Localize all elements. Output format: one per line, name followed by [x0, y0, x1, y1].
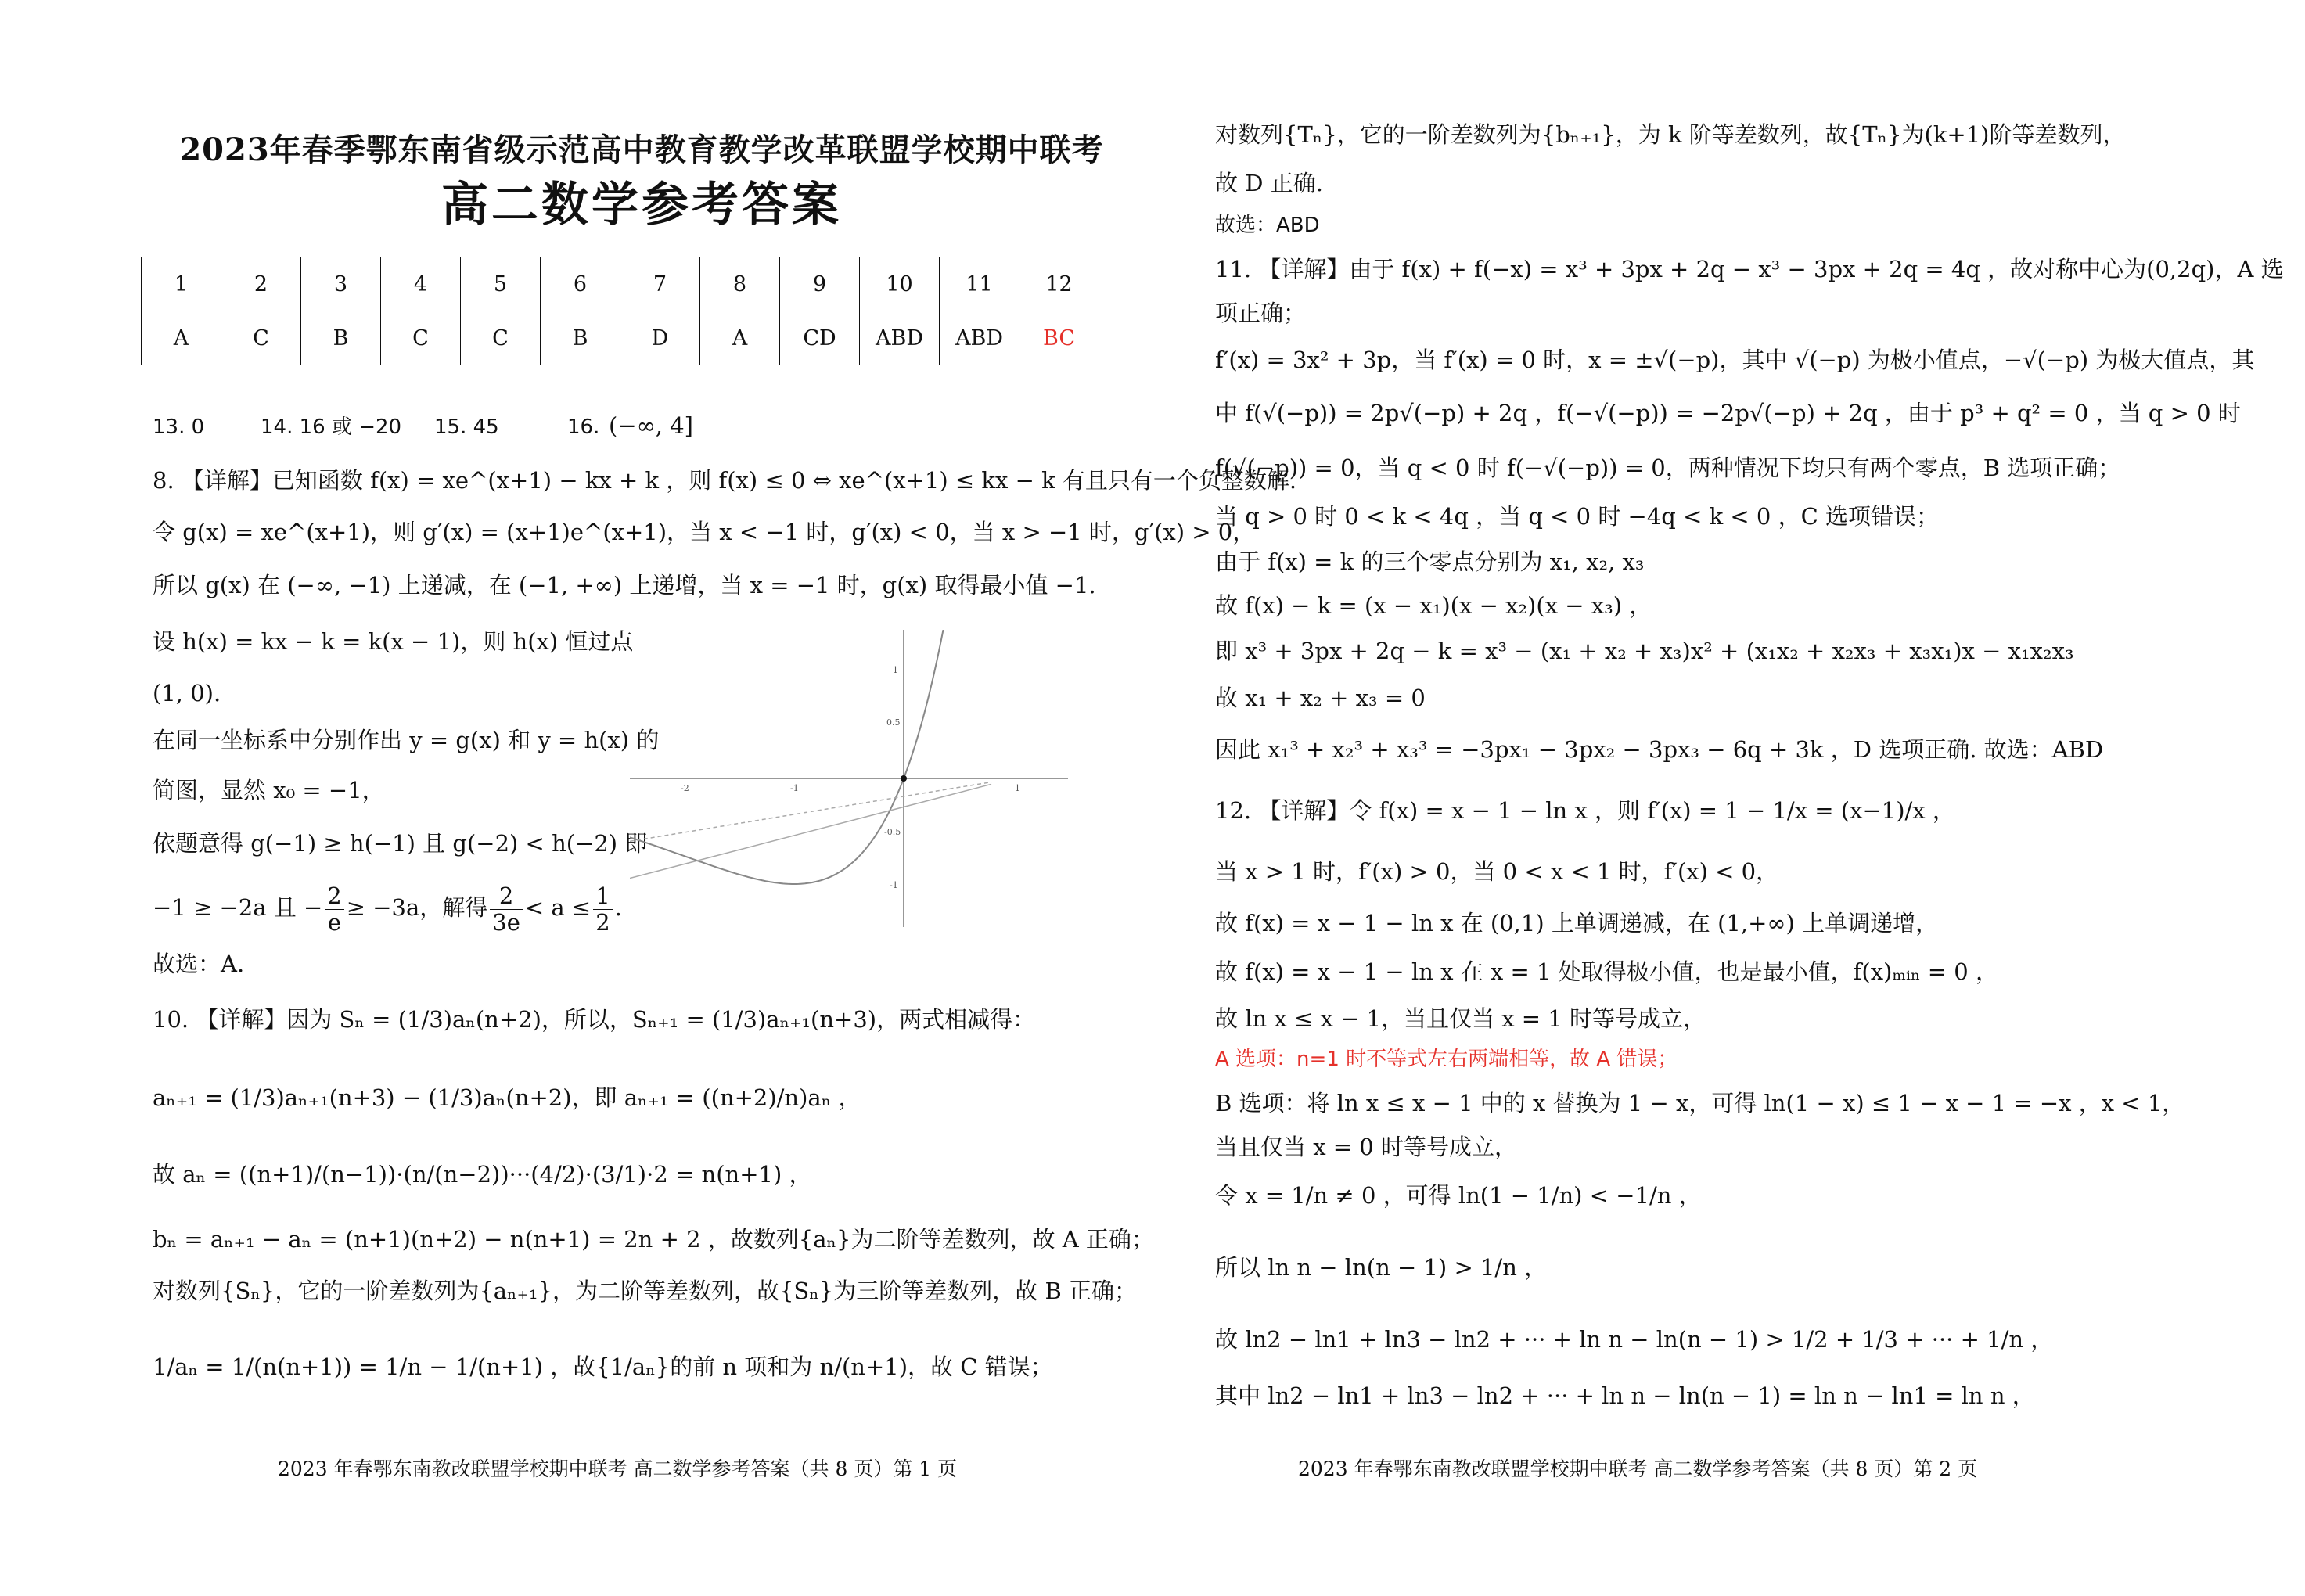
q16-answer: (−∞, 4]	[609, 412, 693, 439]
q12-line-11: 故 ln2 − ln1 + ln3 − ln2 + ··· + ln n − ln(n − 1) > 1/2 + 1/3 + ··· + 1/n ，	[1215, 1326, 2054, 1353]
q8-line-9: −1 ≥ −2a 且 − $\frac{2}{e}$ ≥ −3a，解得 $\frac{2}{3e}$ < a ≤ $\frac{1}{2}$ .	[153, 882, 622, 936]
x-tick-labels	[681, 783, 1020, 793]
q11-line-10: 故 x₁ + x₂ + x₃ = 0	[1215, 685, 1426, 711]
q11-line-6: 当 q > 0 时 0 < k < 4q ，当 q < 0 时 −4q < k < 0 ，C 选项错误；	[1215, 503, 1939, 530]
table-cell: A	[142, 311, 221, 365]
y-tick-label: -0.5	[884, 827, 901, 837]
q11-line-8: 故 f(x) − k = (x − x₁)(x − x₂)(x − x₃) ，	[1215, 592, 1652, 619]
q13-answer: 13. 0	[153, 415, 205, 439]
q11-line-2: 项正确；	[1215, 300, 1307, 326]
q8-line-9-part-1: −1 ≥ −2a 且 −	[153, 894, 323, 921]
table-cell: 1	[142, 257, 221, 311]
q10-line-4: bₙ = aₙ₊₁ − aₙ = (n+1)(n+2) − n(n+1) = 2n + 2 ，故数列{aₙ}为二阶等差数列，故 A 正确；	[153, 1226, 1154, 1253]
p2-line-3: 故选：ABD	[1215, 214, 1320, 237]
x-tick-label: -2	[681, 783, 689, 793]
answer-table	[141, 257, 1099, 365]
table-cell: 4	[381, 257, 461, 311]
q8-line-5: (1, 0).	[153, 680, 221, 706]
table-cell: 3	[301, 257, 381, 311]
q8-line-2: 令 g(x) = xe^(x+1)，则 g′(x) = (x+1)e^(x+1)，当 x < −1 时，g′(x) < 0，当 x > −1 时，g′(x) > 0，	[153, 519, 1256, 545]
table-cell: 9	[780, 257, 860, 311]
q8-line-9-part-3: < a ≤	[524, 894, 592, 921]
y-tick-label: 0.5	[886, 717, 901, 728]
q10-line-3: 故 aₙ = ((n+1)/(n−1))·(n/(n−2))···(4/2)·(3/1)·2 = n(n+1) ，	[153, 1161, 812, 1188]
q12-line-7: B 选项：将 ln x ≤ x − 1 中的 x 替换为 1 − x，可得 ln(1 − x) ≤ 1 − x − 1 = −x ，x < 1，	[1215, 1090, 2185, 1116]
answer-key-title: 高二数学参考答案	[441, 178, 842, 232]
table-cell: D	[620, 311, 700, 365]
q11-line-7: 由于 f(x) = k 的三个零点分别为 x₁, x₂, x₃	[1215, 548, 1645, 575]
table-cell: C	[221, 311, 301, 365]
exam-title: 2023年春季鄂东南省级示范高中教育教学改革联盟学校期中联考	[179, 131, 1104, 168]
q11-line-1: 11. 【详解】由于 f(x) + f(−x) = x³ + 3px + 2q − x³ − 3px + 2q = 4q ，故对称中心为(0,2q)，A 选	[1215, 256, 2284, 282]
q12-line-2: 当 x > 1 时，f′(x) > 0，当 0 < x < 1 时，f′(x) < 0，	[1215, 858, 1779, 885]
q11-line-4: 中 f(√(−p)) = 2p√(−p) + 2q ，f(−√(−p)) = −2p√(−p) + 2q ，由于 p³ + q² = 0 ，当 q > 0 时	[1215, 400, 2241, 426]
table-cell: 6	[541, 257, 620, 311]
y-tick-label: -1	[890, 880, 898, 890]
q12-line-8: 当且仅当 x = 0 时等号成立，	[1215, 1134, 1517, 1160]
q12-line-1: 12. 【详解】令 f(x) = x − 1 − ln x ，则 f′(x) = 1 − 1/x = (x−1)/x ，	[1215, 797, 1955, 824]
q8-line-9-part-2: ≥ −3a，解得	[346, 894, 488, 921]
function-graph	[630, 630, 1068, 927]
table-cell: A	[700, 311, 780, 365]
q8-conclusion: 故选：A.	[153, 951, 245, 977]
q11-line-11: 因此 x₁³ + x₂³ + x₃³ = −3px₁ − 3px₂ − 3px₃ − 6q + 3k ，D 选项正确. 故选：ABD	[1215, 736, 2104, 763]
q12-line-5: 故 ln x ≤ x − 1，当且仅当 x = 1 时等号成立，	[1215, 1005, 1706, 1032]
p2-line-2: 故 D 正确.	[1215, 170, 1323, 196]
table-cell: B	[541, 311, 620, 365]
q12-line-6: A 选项：n=1 时不等式左右两端相等，故 A 错误；	[1215, 1048, 1678, 1071]
table-cell: 7	[620, 257, 700, 311]
table-cell: BC	[1019, 311, 1099, 365]
q11-line-9: 即 x³ + 3px + 2q − k = x³ − (x₁ + x₂ + x₃)x² + (x₁x₂ + x₂x₃ + x₃x₁)x − x₁x₂x₃	[1215, 638, 2074, 664]
q10-line-5: 对数列{Sₙ}，它的一阶差数列为{aₙ₊₁}，为二阶等差数列，故{Sₙ}为三阶等差数列，故 B 正确；	[153, 1278, 1138, 1304]
table-cell: C	[461, 311, 541, 365]
q11-line-5: f(√(−p)) = 0，当 q < 0 时 f(−√(−p)) = 0，两种情况下均只有两个零点，B 选项正确；	[1215, 455, 2121, 481]
q12-line-12: 其中 ln2 − ln1 + ln3 − ln2 + ··· + ln n − ln(n − 1) = ln n − ln1 = ln n ，	[1215, 1382, 2035, 1409]
q10-line-6: 1/aₙ = 1/(n(n+1)) = 1/n − 1/(n+1) ，故{1/aₙ}的前 n 项和为 n/(n+1)，故 C 错误；	[153, 1353, 1053, 1380]
y-tick-labels	[884, 665, 901, 890]
table-cell: B	[301, 311, 381, 365]
curve-g	[630, 630, 948, 884]
table-cell: 5	[461, 257, 541, 311]
q10-line-1: 10. 【详解】因为 Sₙ = (1/3)aₙ(n+2)，所以，Sₙ₊₁ = (1/3)aₙ₊₁(n+3)，两式相减得：	[153, 1006, 1036, 1033]
table-cell: 11	[940, 257, 1019, 311]
q8-line-3: 所以 g(x) 在 (−∞, −1) 上递减，在 (−1, +∞) 上递增，当 x = −1 时，g(x) 取得最小值 −1.	[153, 572, 1096, 598]
q12-line-3: 故 f(x) = x − 1 − ln x 在 (0,1) 上单调递减，在 (1,+∞) 上单调递增，	[1215, 910, 1939, 936]
table-cell: 8	[700, 257, 780, 311]
page-footer-2: 2023 年春鄂东南教改联盟学校期中联考 高二数学参考答案（共 8 页）第 2 页	[1298, 1458, 1978, 1480]
line-h	[630, 784, 991, 878]
x-tick-label: -1	[790, 783, 799, 793]
table-cell: CD	[780, 311, 860, 365]
page-2	[1152, 0, 2305, 1596]
x-tick-label: 1	[1015, 783, 1020, 793]
page-footer-1: 2023 年春鄂东南教改联盟学校期中联考 高二数学参考答案（共 8 页）第 1 页	[278, 1458, 958, 1480]
q16-label: 16.	[567, 415, 600, 439]
table-cell: ABD	[940, 311, 1019, 365]
fraction-2-over-e: $\frac{2}{e}$	[325, 883, 343, 936]
table-cell: 10	[860, 257, 940, 311]
answer-table-answers-row	[142, 311, 1099, 365]
q14-answer: 14. 16 或 −20	[261, 415, 402, 439]
table-cell: 12	[1019, 257, 1099, 311]
answer-table-numbers-row	[142, 257, 1099, 311]
origin-point	[901, 775, 907, 782]
q8-line-1: 8. 【详解】已知函数 f(x) = xe^(x+1) − kx + k ，则 f(x) ≤ 0 ⇔ xe^(x+1) ≤ kx − k 有且只有一个负整数解.	[153, 467, 1297, 494]
q12-line-9: 令 x = 1/n ≠ 0 ，可得 ln(1 − 1/n) < −1/n ，	[1215, 1182, 1702, 1209]
p2-line-1: 对数列{Tₙ}，它的一阶差数列为{bₙ₊₁}，为 k 阶等差数列，故{Tₙ}为(k+1)阶等差数列，	[1215, 121, 2126, 148]
q12-line-10: 所以 ln n − ln(n − 1) > 1/n ，	[1215, 1254, 1548, 1281]
q12-line-4: 故 f(x) = x − 1 − ln x 在 x = 1 处取得极小值，也是最小值，f(x)ₘᵢₙ = 0 ，	[1215, 958, 1998, 985]
table-cell: ABD	[860, 311, 940, 365]
q15-answer: 15. 45	[434, 415, 499, 439]
q11-line-3: f′(x) = 3x² + 3p，当 f′(x) = 0 时，x = ±√(−p)，其中 √(−p) 为极小值点，−√(−p) 为极大值点，其	[1215, 347, 2255, 373]
y-tick-label: 1	[893, 665, 898, 675]
q8-line-4: 设 h(x) = kx − k = k(x − 1)，则 h(x) 恒过点	[153, 628, 634, 655]
fraction-1-over-2: $\frac{1}{2}$	[593, 883, 612, 936]
q8-line-7: 简图，显然 x₀ = −1，	[153, 777, 385, 803]
q8-line-6: 在同一坐标系中分别作出 y = g(x) 和 y = h(x) 的	[153, 727, 660, 753]
fraction-2-over-3e: $\frac{2}{3e}$	[490, 883, 523, 936]
q8-line-8: 依题意得 g(−1) ≥ h(−1) 且 g(−2) < h(−2) 即	[153, 830, 648, 857]
table-cell: C	[381, 311, 461, 365]
q10-line-2: aₙ₊₁ = (1/3)aₙ₊₁(n+3) − (1/3)aₙ(n+2)，即 aₙ₊₁ = ((n+2)/n)aₙ ，	[153, 1084, 861, 1111]
table-cell: 2	[221, 257, 301, 311]
